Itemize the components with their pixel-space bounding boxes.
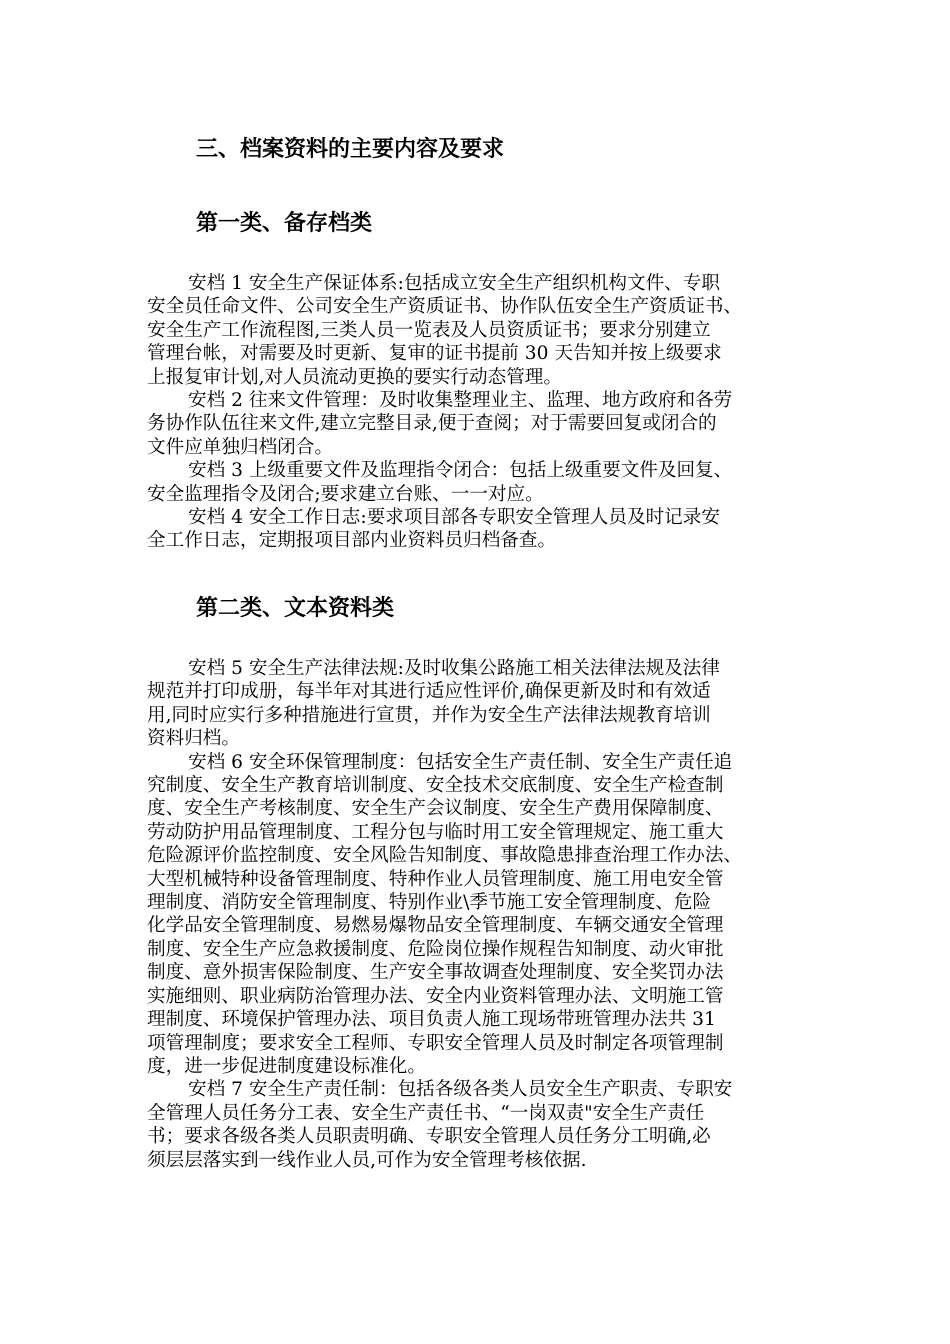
text-line: 理制度、消防安全管理制度、特别作业\季节施工安全管理制度、危险: [147, 892, 712, 914]
item-5-paragraph: [147, 657, 847, 751]
text-line: 务协作队伍往来文件,建立完整目录,便于查阅；对于需要回复或闭合的: [147, 413, 717, 435]
category-2-title: 第二类、文本资料类: [196, 596, 395, 621]
text-line: 安档 3 上级重要文件及监理指令闭合：包括上级重要文件及回复、: [188, 460, 733, 482]
category-1-title: 第一类、备存档类: [196, 211, 373, 236]
text-line: 安档 7 安全生产责任制：包括各级各类人员安全生产职责、专职安: [188, 1079, 733, 1101]
text-line: 用,同时应实行多种措施进行宣贯，并作为安全生产法律法规教育培训: [147, 704, 711, 726]
text-line: 制度、意外损害保险制度、生产安全事故调查处理制度、安全奖罚办法: [147, 962, 724, 984]
text-line: 须层层落实到一线作业人员,可作为安全管理考核依据.: [147, 1149, 587, 1171]
category-1-body: [147, 272, 847, 553]
text-line: 危险源评价监控制度、安全风险告知制度、事故隐患排查治理工作办法、: [147, 845, 743, 867]
text-line: 劳动防护用品管理制度、工程分包与临时用工安全管理规定、施工重大: [147, 821, 724, 843]
text-line: 安档 1 安全生产保证体系:包括成立安全生产组织机构文件、专职: [188, 273, 720, 294]
item-4-paragraph: [147, 506, 847, 553]
text-line: 书；要求各级各类人员职责明确、专职安全管理人员任务分工明确,必: [147, 1126, 711, 1148]
text-line: 究制度、安全生产教育培训制度、安全技术交底制度、安全生产检查制: [147, 775, 724, 797]
text-line: 大型机械特种设备管理制度、特种作业人员管理制度、施工用电安全管: [147, 868, 724, 890]
text-line: 文件应单独归档闭合。: [147, 436, 333, 458]
item-6-paragraph: [147, 751, 847, 1079]
text-line: 安全生产工作流程图,三类人员一览表及人员资质证书；要求分别建立: [147, 319, 711, 341]
section-title: 三、档案资料的主要内容及要求: [196, 137, 505, 162]
text-line: 安档 4 安全工作日志:要求项目部各专职安全管理人员及时记录安: [188, 507, 720, 529]
text-line: 资料归档。: [147, 728, 240, 750]
item-1-paragraph: [147, 272, 847, 389]
text-line: 规范并打印成册，每半年对其进行适应性评价,确保更新及时和有效适: [147, 681, 711, 703]
text-line: 安档 6 安全环保管理制度：包括安全生产责任制、安全生产责任追: [188, 751, 733, 773]
text-line: 理制度、环境保护管理办法、项目负责人施工现场带班管理办法共 31: [147, 1009, 716, 1031]
text-line: 实施细则、职业病防治管理办法、安全内业资料管理办法、文明施工管: [147, 985, 724, 1007]
text-line: 全管理人员任务分工表、安全生产责任书、“一岗双责"安全生产责任: [147, 1102, 705, 1124]
category-2-body: [147, 657, 847, 1172]
text-line: 上报复审计划,对人员流动更换的要实行动态管理。: [147, 366, 562, 388]
text-line: 安全员任命文件、公司安全生产资质证书、协作队伍安全生产资质证书、: [147, 296, 743, 318]
text-line: 制度、安全生产应急救援制度、危险岗位操作规程告知制度、动火审批: [147, 938, 724, 960]
item-3-paragraph: [147, 459, 847, 506]
text-line: 度、安全生产考核制度、安全生产会议制度、安全生产费用保障制度、: [147, 798, 724, 820]
text-line: 项管理制度；要求安全工程师、专职安全管理人员及时制定各项管理制: [147, 1032, 724, 1054]
item-7-paragraph: [147, 1078, 847, 1172]
text-line: 安档 2 往来文件管理：及时收集整理业主、监理、地方政府和各劳: [188, 390, 733, 412]
item-2-paragraph: [147, 389, 847, 459]
text-line: 管理台帐，对需要及时更新、复审的证书提前 30 天告知并按上级要求: [147, 343, 722, 365]
text-line: 化学品安全管理制度、易燃易爆物品安全管理制度、车辆交通安全管理: [147, 915, 724, 937]
text-line: 度，进一步促进制度建设标准化。: [147, 1055, 426, 1077]
text-line: 安档 5 安全生产法律法规:及时收集公路施工相关法律法规及法律: [188, 658, 720, 679]
text-line: 全工作日志，定期报项目部内业资料员归档备查。: [147, 530, 557, 552]
text-line: 安全监理指令及闭合;要求建立台账、一一对应。: [147, 483, 544, 505]
